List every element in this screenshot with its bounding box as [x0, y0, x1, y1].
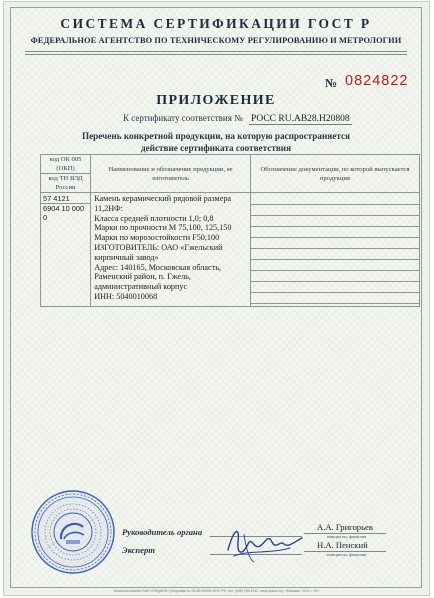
- manufacturer-line: кирпичный завод»: [94, 252, 159, 262]
- header-rule: [25, 51, 407, 52]
- inn-line: ИНН: 5040010068: [94, 291, 158, 301]
- manufacturer-line: ИЗГОТОВИТЕЛЬ: ОАО «Гжельский: [94, 242, 223, 252]
- certificate-reference: [123, 113, 352, 125]
- doc-blank-line: [251, 271, 419, 282]
- printer-footer: Бланк изготовлен ЗАО «ОПЦИОН» (лицензия № 05-05-09/003 ФНС РФ, тел. (495) 726-4742, www.opcion.ru), «Москва», 2011 г. «Б»: [113, 589, 320, 593]
- address-line: Раменский район, п. Гжель,: [94, 272, 191, 282]
- doc-blank-line: [251, 194, 419, 205]
- certificate-sheet: [3, 1, 430, 596]
- code-okp: 57 4121: [41, 194, 90, 204]
- header-rule-secondary: [25, 54, 407, 55]
- handwritten-signature-icon: [224, 520, 308, 564]
- documentation-cell: [250, 193, 419, 307]
- doc-blank-line: [251, 282, 419, 293]
- product-table: [40, 154, 420, 307]
- expert-label: Эксперт: [122, 545, 155, 555]
- expert-name: Н.А. Пенский: [317, 540, 368, 550]
- agency-title: ФЕДЕРАЛЬНОЕ АГЕНТСТВО ПО ТЕХНИЧЕСКОМУ РЕГУЛИРОВАНИЮ И МЕТРОЛОГИИ: [30, 36, 402, 45]
- doc-blank-line: [251, 227, 419, 238]
- col1-header-top: код ОК 005 (ОКП): [41, 155, 91, 174]
- product-line: Марки по морозостойкости F50,100: [94, 233, 220, 243]
- annex-number-label: №: [325, 76, 338, 90]
- head-of-body-label: Руководитель органа: [122, 527, 203, 537]
- list-heading-line1: Перечень конкретной продукции, на которую распространяется: [81, 131, 351, 141]
- address-line: административный корпус: [94, 282, 188, 292]
- system-title: СИСТЕМА СЕРТИФИКАЦИИ ГОСТ Р: [60, 16, 372, 31]
- product-cell: [91, 193, 251, 307]
- doc-blank-line: [251, 260, 419, 271]
- doc-blank-line: [251, 216, 419, 227]
- col3-header: Обозначение документации, по которой выпускается продукция: [250, 155, 419, 193]
- table-header-row: [41, 155, 420, 174]
- product-line: 11,2НФ:: [94, 203, 123, 213]
- table-row: [41, 193, 420, 307]
- col1-header-bottom: код ТН ВЭД России: [41, 174, 91, 193]
- head-name-caption: инициалы, фамилия: [327, 534, 367, 539]
- address-line: Адрес: 140165, Московская область,: [94, 262, 221, 272]
- certificate-prefix: К сертификату соответствия №: [123, 113, 243, 123]
- annex-title: ПРИЛОЖЕНИЕ: [156, 93, 276, 108]
- list-heading-line2: действие сертификата соответствия: [140, 143, 292, 153]
- product-line: Марки по прочности М 75,100, 125,150: [94, 223, 232, 233]
- list-heading: [11, 130, 421, 154]
- col2-header: Наименование и обозначение продукции, ее изготовитель: [91, 155, 251, 193]
- doc-blank-line: [251, 205, 419, 216]
- certification-seal-icon: [30, 489, 116, 575]
- expert-name-caption: инициалы, фамилия: [327, 552, 367, 557]
- doc-blank-line: [251, 249, 419, 260]
- doc-blank-line: [251, 238, 419, 249]
- product-line: Класса средней плотности 1,0; 0,8: [94, 213, 214, 223]
- code-cell: [41, 193, 91, 307]
- head-name: А.А. Григорьев: [317, 522, 373, 532]
- product-line: Камень керамический рядовой размера: [94, 194, 232, 203]
- doc-blank-line: [251, 293, 419, 304]
- code-tnved: 6904 10 000 0: [43, 204, 85, 222]
- certificate-number: РОСС RU.AB28.H20808: [250, 114, 350, 124]
- annex-number: 0824822: [345, 73, 409, 89]
